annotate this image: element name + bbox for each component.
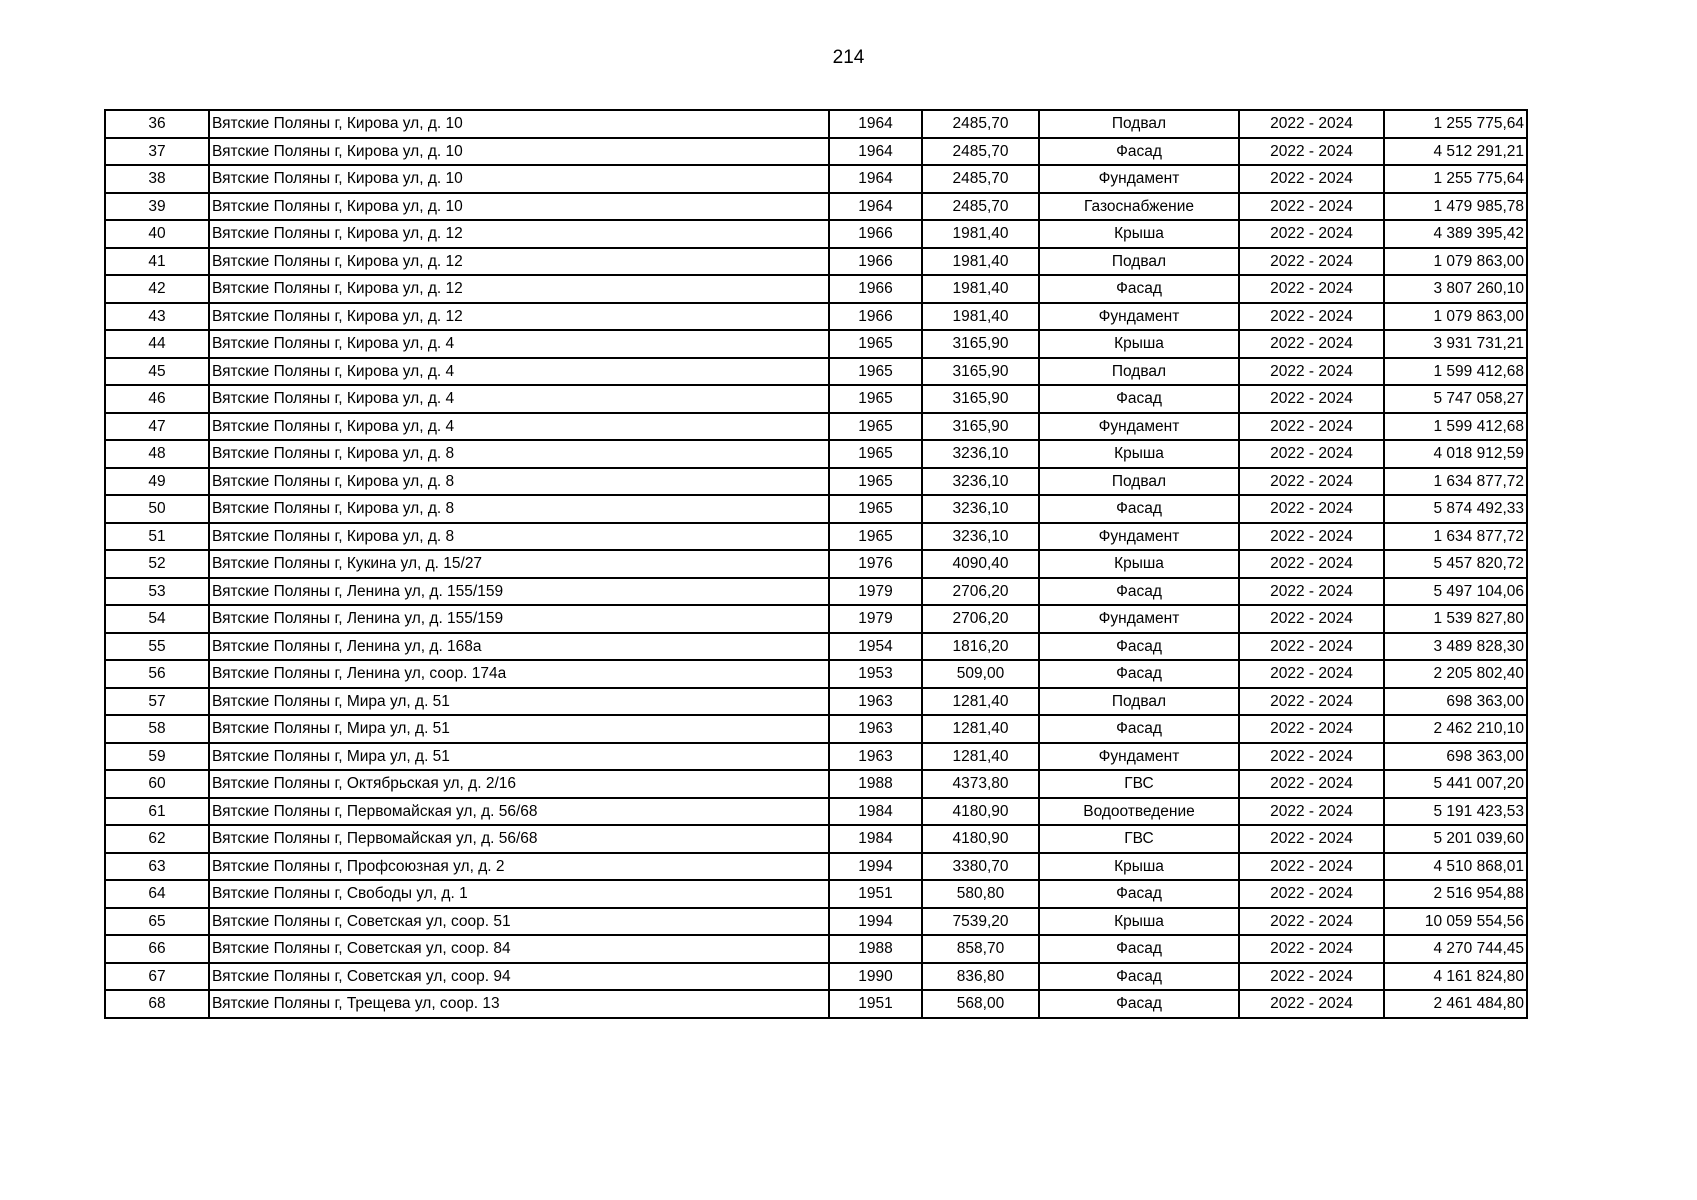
row-number-cell: 56: [105, 660, 209, 688]
period-cell: 2022 - 2024: [1239, 193, 1384, 221]
year-cell: 1966: [829, 303, 922, 331]
period-cell: 2022 - 2024: [1239, 963, 1384, 991]
work-type-cell: Водоотведение: [1039, 798, 1239, 826]
row-number-cell: 47: [105, 413, 209, 441]
address-cell: Вятские Поляны г, Кирова ул, д. 4: [209, 385, 829, 413]
table-row: [105, 605, 1527, 633]
table-body: [105, 110, 1527, 1018]
year-cell: 1964: [829, 165, 922, 193]
work-type-cell: Крыша: [1039, 440, 1239, 468]
address-cell: Вятские Поляны г, Кирова ул, д. 10: [209, 110, 829, 138]
work-type-cell: Фасад: [1039, 660, 1239, 688]
cost-cell: 1 479 985,78: [1384, 193, 1527, 221]
address-cell: Вятские Поляны г, Свободы ул, д. 1: [209, 880, 829, 908]
period-cell: 2022 - 2024: [1239, 495, 1384, 523]
area-cell: 1281,40: [922, 743, 1039, 771]
work-type-cell: Фундамент: [1039, 605, 1239, 633]
work-type-cell: Фундамент: [1039, 413, 1239, 441]
row-number-cell: 60: [105, 770, 209, 798]
address-cell: Вятские Поляны г, Мира ул, д. 51: [209, 715, 829, 743]
period-cell: 2022 - 2024: [1239, 825, 1384, 853]
table-row: [105, 495, 1527, 523]
area-cell: 1816,20: [922, 633, 1039, 661]
area-cell: 3236,10: [922, 440, 1039, 468]
period-cell: 2022 - 2024: [1239, 770, 1384, 798]
cost-cell: 1 599 412,68: [1384, 413, 1527, 441]
area-cell: 3236,10: [922, 523, 1039, 551]
area-cell: 580,80: [922, 880, 1039, 908]
row-number-cell: 51: [105, 523, 209, 551]
year-cell: 1963: [829, 688, 922, 716]
year-cell: 1979: [829, 578, 922, 606]
area-cell: 1981,40: [922, 275, 1039, 303]
cost-cell: 4 389 395,42: [1384, 220, 1527, 248]
work-type-cell: Фасад: [1039, 385, 1239, 413]
period-cell: 2022 - 2024: [1239, 743, 1384, 771]
table-row: [105, 275, 1527, 303]
row-number-cell: 55: [105, 633, 209, 661]
work-type-cell: Подвал: [1039, 110, 1239, 138]
table-row: [105, 165, 1527, 193]
row-number-cell: 62: [105, 825, 209, 853]
year-cell: 1988: [829, 935, 922, 963]
period-cell: 2022 - 2024: [1239, 413, 1384, 441]
table-row: [105, 468, 1527, 496]
work-type-cell: Подвал: [1039, 358, 1239, 386]
year-cell: 1965: [829, 358, 922, 386]
row-number-cell: 68: [105, 990, 209, 1018]
table-row: [105, 358, 1527, 386]
table-row: [105, 303, 1527, 331]
cost-cell: 698 363,00: [1384, 743, 1527, 771]
work-type-cell: Фасад: [1039, 990, 1239, 1018]
area-cell: 4180,90: [922, 798, 1039, 826]
row-number-cell: 46: [105, 385, 209, 413]
table-row: [105, 633, 1527, 661]
area-cell: 4090,40: [922, 550, 1039, 578]
address-cell: Вятские Поляны г, Кирова ул, д. 4: [209, 330, 829, 358]
table-row: [105, 880, 1527, 908]
table-row: [105, 935, 1527, 963]
row-number-cell: 41: [105, 248, 209, 276]
work-type-cell: Фасад: [1039, 138, 1239, 166]
work-type-cell: Фундамент: [1039, 165, 1239, 193]
row-number-cell: 38: [105, 165, 209, 193]
area-cell: 7539,20: [922, 908, 1039, 936]
year-cell: 1988: [829, 770, 922, 798]
table-row: [105, 908, 1527, 936]
period-cell: 2022 - 2024: [1239, 523, 1384, 551]
period-cell: 2022 - 2024: [1239, 688, 1384, 716]
work-type-cell: Фундамент: [1039, 303, 1239, 331]
address-cell: Вятские Поляны г, Профсоюзная ул, д. 2: [209, 853, 829, 881]
cost-cell: 5 457 820,72: [1384, 550, 1527, 578]
period-cell: 2022 - 2024: [1239, 633, 1384, 661]
work-type-cell: Фасад: [1039, 935, 1239, 963]
table-row: [105, 853, 1527, 881]
table-row: [105, 798, 1527, 826]
period-cell: 2022 - 2024: [1239, 385, 1384, 413]
row-number-cell: 65: [105, 908, 209, 936]
work-type-cell: Фасад: [1039, 495, 1239, 523]
year-cell: 1984: [829, 825, 922, 853]
area-cell: 509,00: [922, 660, 1039, 688]
period-cell: 2022 - 2024: [1239, 330, 1384, 358]
address-cell: Вятские Поляны г, Октябрьская ул, д. 2/16: [209, 770, 829, 798]
row-number-cell: 53: [105, 578, 209, 606]
address-cell: Вятские Поляны г, Кирова ул, д. 8: [209, 523, 829, 551]
work-type-cell: Фасад: [1039, 963, 1239, 991]
cost-cell: 1 599 412,68: [1384, 358, 1527, 386]
cost-cell: 4 512 291,21: [1384, 138, 1527, 166]
period-cell: 2022 - 2024: [1239, 660, 1384, 688]
work-type-cell: Газоснабжение: [1039, 193, 1239, 221]
work-type-cell: Крыша: [1039, 220, 1239, 248]
address-cell: Вятские Поляны г, Ленина ул, д. 168а: [209, 633, 829, 661]
cost-cell: 1 255 775,64: [1384, 165, 1527, 193]
row-number-cell: 45: [105, 358, 209, 386]
area-cell: 568,00: [922, 990, 1039, 1018]
area-cell: 3165,90: [922, 358, 1039, 386]
year-cell: 1964: [829, 110, 922, 138]
work-type-cell: Фасад: [1039, 715, 1239, 743]
table-row: [105, 715, 1527, 743]
address-cell: Вятские Поляны г, Кирова ул, д. 8: [209, 440, 829, 468]
cost-cell: 5 201 039,60: [1384, 825, 1527, 853]
address-cell: Вятские Поляны г, Мира ул, д. 51: [209, 743, 829, 771]
year-cell: 1965: [829, 385, 922, 413]
period-cell: 2022 - 2024: [1239, 990, 1384, 1018]
row-number-cell: 54: [105, 605, 209, 633]
work-type-cell: ГВС: [1039, 825, 1239, 853]
address-cell: Вятские Поляны г, Кирова ул, д. 8: [209, 468, 829, 496]
table-row: [105, 110, 1527, 138]
cost-cell: 5 497 104,06: [1384, 578, 1527, 606]
area-cell: 2706,20: [922, 578, 1039, 606]
cost-cell: 1 634 877,72: [1384, 468, 1527, 496]
row-number-cell: 67: [105, 963, 209, 991]
cost-cell: 698 363,00: [1384, 688, 1527, 716]
table-row: [105, 138, 1527, 166]
year-cell: 1963: [829, 743, 922, 771]
address-cell: Вятские Поляны г, Кирова ул, д. 12: [209, 275, 829, 303]
period-cell: 2022 - 2024: [1239, 275, 1384, 303]
address-cell: Вятские Поляны г, Кирова ул, д. 10: [209, 138, 829, 166]
row-number-cell: 61: [105, 798, 209, 826]
period-cell: 2022 - 2024: [1239, 798, 1384, 826]
row-number-cell: 52: [105, 550, 209, 578]
row-number-cell: 37: [105, 138, 209, 166]
table-row: [105, 660, 1527, 688]
cost-cell: 1 079 863,00: [1384, 303, 1527, 331]
table-row: [105, 523, 1527, 551]
period-cell: 2022 - 2024: [1239, 468, 1384, 496]
period-cell: 2022 - 2024: [1239, 220, 1384, 248]
work-type-cell: Фасад: [1039, 880, 1239, 908]
year-cell: 1965: [829, 440, 922, 468]
work-type-cell: Фасад: [1039, 578, 1239, 606]
area-cell: 858,70: [922, 935, 1039, 963]
area-cell: 4180,90: [922, 825, 1039, 853]
area-cell: 3236,10: [922, 495, 1039, 523]
address-cell: Вятские Поляны г, Кирова ул, д. 8: [209, 495, 829, 523]
work-type-cell: Подвал: [1039, 248, 1239, 276]
cost-cell: 4 161 824,80: [1384, 963, 1527, 991]
address-cell: Вятские Поляны г, Трещева ул, соор. 13: [209, 990, 829, 1018]
year-cell: 1966: [829, 275, 922, 303]
row-number-cell: 50: [105, 495, 209, 523]
row-number-cell: 58: [105, 715, 209, 743]
cost-cell: 10 059 554,56: [1384, 908, 1527, 936]
address-cell: Вятские Поляны г, Ленина ул, д. 155/159: [209, 578, 829, 606]
address-cell: Вятские Поляны г, Первомайская ул, д. 56/68: [209, 825, 829, 853]
year-cell: 1964: [829, 193, 922, 221]
work-type-cell: Фундамент: [1039, 523, 1239, 551]
year-cell: 1954: [829, 633, 922, 661]
period-cell: 2022 - 2024: [1239, 880, 1384, 908]
table-row: [105, 248, 1527, 276]
cost-cell: 2 205 802,40: [1384, 660, 1527, 688]
table-row: [105, 550, 1527, 578]
year-cell: 1994: [829, 908, 922, 936]
period-cell: 2022 - 2024: [1239, 550, 1384, 578]
period-cell: 2022 - 2024: [1239, 853, 1384, 881]
work-type-cell: Крыша: [1039, 330, 1239, 358]
year-cell: 1966: [829, 248, 922, 276]
address-cell: Вятские Поляны г, Кирова ул, д. 12: [209, 303, 829, 331]
table-row: [105, 825, 1527, 853]
area-cell: 4373,80: [922, 770, 1039, 798]
cost-cell: 5 747 058,27: [1384, 385, 1527, 413]
area-cell: 1981,40: [922, 303, 1039, 331]
table-row: [105, 578, 1527, 606]
cost-cell: 4 018 912,59: [1384, 440, 1527, 468]
row-number-cell: 43: [105, 303, 209, 331]
row-number-cell: 64: [105, 880, 209, 908]
table-row: [105, 193, 1527, 221]
area-cell: 1281,40: [922, 688, 1039, 716]
address-cell: Вятские Поляны г, Кирова ул, д. 4: [209, 358, 829, 386]
cost-cell: 5 441 007,20: [1384, 770, 1527, 798]
year-cell: 1953: [829, 660, 922, 688]
address-cell: Вятские Поляны г, Мира ул, д. 51: [209, 688, 829, 716]
work-type-cell: ГВС: [1039, 770, 1239, 798]
work-type-cell: Фасад: [1039, 275, 1239, 303]
row-number-cell: 42: [105, 275, 209, 303]
cost-cell: 3 931 731,21: [1384, 330, 1527, 358]
repair-schedule-table: [104, 109, 1528, 1019]
row-number-cell: 49: [105, 468, 209, 496]
cost-cell: 1 255 775,64: [1384, 110, 1527, 138]
area-cell: 836,80: [922, 963, 1039, 991]
period-cell: 2022 - 2024: [1239, 303, 1384, 331]
area-cell: 2485,70: [922, 193, 1039, 221]
row-number-cell: 66: [105, 935, 209, 963]
year-cell: 1976: [829, 550, 922, 578]
area-cell: 3380,70: [922, 853, 1039, 881]
period-cell: 2022 - 2024: [1239, 110, 1384, 138]
work-type-cell: Крыша: [1039, 550, 1239, 578]
year-cell: 1951: [829, 990, 922, 1018]
address-cell: Вятские Поляны г, Советская ул, соор. 94: [209, 963, 829, 991]
area-cell: 1981,40: [922, 220, 1039, 248]
work-type-cell: Подвал: [1039, 468, 1239, 496]
area-cell: 1281,40: [922, 715, 1039, 743]
address-cell: Вятские Поляны г, Ленина ул, соор. 174а: [209, 660, 829, 688]
row-number-cell: 36: [105, 110, 209, 138]
year-cell: 1966: [829, 220, 922, 248]
address-cell: Вятские Поляны г, Кирова ул, д. 12: [209, 220, 829, 248]
row-number-cell: 63: [105, 853, 209, 881]
year-cell: 1979: [829, 605, 922, 633]
cost-cell: 2 461 484,80: [1384, 990, 1527, 1018]
row-number-cell: 48: [105, 440, 209, 468]
address-cell: Вятские Поляны г, Кукина ул, д. 15/27: [209, 550, 829, 578]
work-type-cell: Фасад: [1039, 633, 1239, 661]
year-cell: 1965: [829, 468, 922, 496]
work-type-cell: Фундамент: [1039, 743, 1239, 771]
table-row: [105, 220, 1527, 248]
address-cell: Вятские Поляны г, Советская ул, соор. 51: [209, 908, 829, 936]
year-cell: 1964: [829, 138, 922, 166]
area-cell: 2485,70: [922, 165, 1039, 193]
area-cell: 2706,20: [922, 605, 1039, 633]
row-number-cell: 59: [105, 743, 209, 771]
address-cell: Вятские Поляны г, Кирова ул, д. 10: [209, 165, 829, 193]
table-row: [105, 743, 1527, 771]
table-row: [105, 770, 1527, 798]
cost-cell: 2 516 954,88: [1384, 880, 1527, 908]
period-cell: 2022 - 2024: [1239, 138, 1384, 166]
period-cell: 2022 - 2024: [1239, 715, 1384, 743]
cost-cell: 1 634 877,72: [1384, 523, 1527, 551]
address-cell: Вятские Поляны г, Кирова ул, д. 12: [209, 248, 829, 276]
work-type-cell: Подвал: [1039, 688, 1239, 716]
period-cell: 2022 - 2024: [1239, 605, 1384, 633]
area-cell: 1981,40: [922, 248, 1039, 276]
year-cell: 1984: [829, 798, 922, 826]
period-cell: 2022 - 2024: [1239, 908, 1384, 936]
row-number-cell: 57: [105, 688, 209, 716]
period-cell: 2022 - 2024: [1239, 165, 1384, 193]
table-row: [105, 688, 1527, 716]
area-cell: 3165,90: [922, 413, 1039, 441]
year-cell: 1963: [829, 715, 922, 743]
period-cell: 2022 - 2024: [1239, 358, 1384, 386]
period-cell: 2022 - 2024: [1239, 248, 1384, 276]
area-cell: 2485,70: [922, 110, 1039, 138]
address-cell: Вятские Поляны г, Первомайская ул, д. 56/68: [209, 798, 829, 826]
cost-cell: 5 191 423,53: [1384, 798, 1527, 826]
year-cell: 1965: [829, 523, 922, 551]
page-number: 214: [832, 47, 865, 68]
cost-cell: 5 874 492,33: [1384, 495, 1527, 523]
row-number-cell: 40: [105, 220, 209, 248]
cost-cell: 3 807 260,10: [1384, 275, 1527, 303]
area-cell: 2485,70: [922, 138, 1039, 166]
table-row: [105, 330, 1527, 358]
cost-cell: 3 489 828,30: [1384, 633, 1527, 661]
area-cell: 3165,90: [922, 330, 1039, 358]
area-cell: 3236,10: [922, 468, 1039, 496]
row-number-cell: 44: [105, 330, 209, 358]
address-cell: Вятские Поляны г, Советская ул, соор. 84: [209, 935, 829, 963]
year-cell: 1951: [829, 880, 922, 908]
cost-cell: 1 539 827,80: [1384, 605, 1527, 633]
work-type-cell: Крыша: [1039, 908, 1239, 936]
period-cell: 2022 - 2024: [1239, 935, 1384, 963]
period-cell: 2022 - 2024: [1239, 440, 1384, 468]
year-cell: 1965: [829, 495, 922, 523]
row-number-cell: 39: [105, 193, 209, 221]
address-cell: Вятские Поляны г, Кирова ул, д. 10: [209, 193, 829, 221]
period-cell: 2022 - 2024: [1239, 578, 1384, 606]
work-type-cell: Крыша: [1039, 853, 1239, 881]
table-row: [105, 990, 1527, 1018]
area-cell: 3165,90: [922, 385, 1039, 413]
year-cell: 1965: [829, 330, 922, 358]
cost-cell: 4 270 744,45: [1384, 935, 1527, 963]
table-row: [105, 413, 1527, 441]
cost-cell: 2 462 210,10: [1384, 715, 1527, 743]
address-cell: Вятские Поляны г, Кирова ул, д. 4: [209, 413, 829, 441]
cost-cell: 1 079 863,00: [1384, 248, 1527, 276]
year-cell: 1994: [829, 853, 922, 881]
table-row: [105, 440, 1527, 468]
table-row: [105, 963, 1527, 991]
address-cell: Вятские Поляны г, Ленина ул, д. 155/159: [209, 605, 829, 633]
cost-cell: 4 510 868,01: [1384, 853, 1527, 881]
year-cell: 1990: [829, 963, 922, 991]
year-cell: 1965: [829, 413, 922, 441]
table-row: [105, 385, 1527, 413]
